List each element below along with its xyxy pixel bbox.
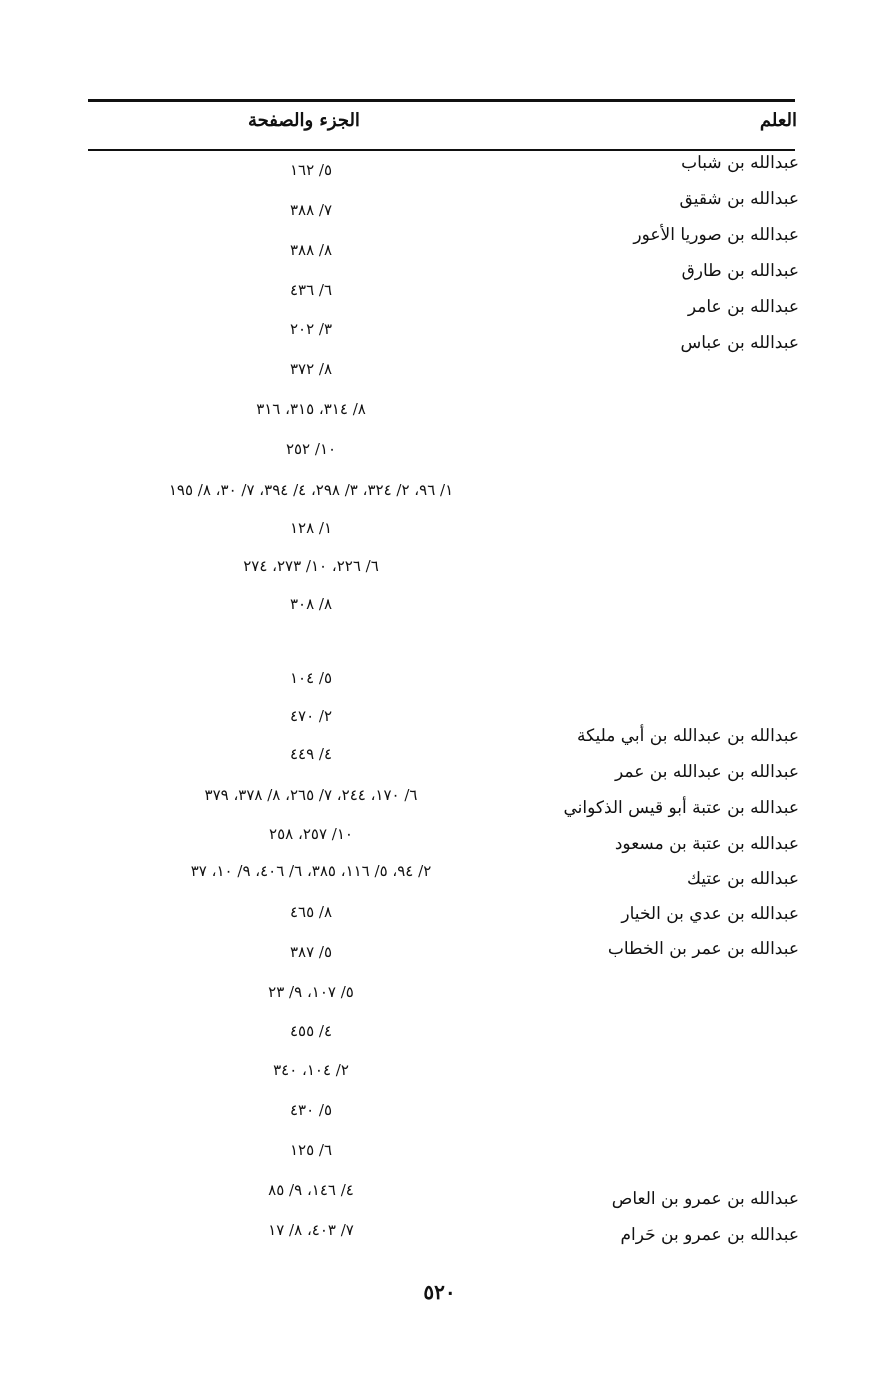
reference-entry: ٢/ ٤٧٠ — [289, 707, 333, 725]
name-entry: عبدالله بن عتيك — [686, 869, 799, 889]
reference-entry: ٥/ ١٦٢ — [289, 161, 333, 179]
name-entry: عبدالله بن عتبة بن مسعود — [614, 834, 799, 854]
reference-entry: ٨/ ٣٨٨ — [289, 241, 333, 259]
reference-entry: ١/ ١٢٨ — [289, 519, 333, 537]
reference-entry: ٦/ ٢٢٦، ١٠/ ٢٧٣، ٢٧٤ — [243, 557, 379, 575]
name-entry: عبدالله بن عمرو بن حَرام — [620, 1225, 799, 1245]
reference-entry: ٨/ ٣١٤، ٣١٥، ٣١٦ — [256, 400, 366, 418]
name-entry: عبدالله بن عامر — [687, 297, 799, 317]
reference-entry: ٢/ ١٠٤، ٣٤٠ — [273, 1061, 349, 1079]
reference-entry: ١٠/ ٢٥٢ — [285, 440, 337, 458]
reference-entry: ٦/ ٤٣٦ — [289, 281, 333, 299]
name-entry: عبدالله بن عدي بن الخيار — [621, 904, 799, 924]
header-name-column: العلم — [759, 110, 797, 131]
reference-entry: ٦/ ١٢٥ — [289, 1141, 333, 1159]
header-reference-column: الجزء والصفحة — [248, 110, 360, 131]
reference-entry: ٦/ ١٧٠، ٢٤٤، ٧/ ٢٦٥، ٨/ ٣٧٨، ٣٧٩ — [204, 786, 418, 804]
reference-entry: ٥/ ١٠٤ — [289, 669, 333, 687]
name-entry: عبدالله بن شباب — [681, 153, 799, 173]
reference-entry: ٤/ ٤٥٥ — [289, 1022, 333, 1040]
reference-entry: ٥/ ٤٣٠ — [289, 1101, 333, 1119]
reference-entry: ٨/ ٤٦٥ — [289, 903, 333, 921]
reference-entry: ٥/ ٣٨٧ — [289, 943, 333, 961]
reference-entry: ٧/ ٣٨٨ — [289, 201, 333, 219]
name-entry: عبدالله بن عبدالله بن أبي مليكة — [576, 726, 799, 746]
reference-entry: ١٠/ ٢٥٧، ٢٥٨ — [269, 825, 353, 843]
reference-entry: ٤/ ٤٤٩ — [289, 745, 333, 763]
page-number: ٥٢٠ — [423, 1280, 456, 1304]
reference-entry: ٤/ ١٤٦، ٩/ ٨٥ — [268, 1181, 354, 1199]
reference-entry: ٥/ ١٠٧، ٩/ ٢٣ — [268, 983, 354, 1001]
name-entry: عبدالله بن عبدالله بن عمر — [615, 762, 799, 782]
name-entry: عبدالله بن شقيق — [679, 189, 799, 209]
name-entry: عبدالله بن طارق — [681, 261, 799, 281]
name-entry: عبدالله بن عمرو بن العاص — [611, 1189, 799, 1209]
name-entry: عبدالله بن عباس — [680, 333, 799, 353]
reference-entry: ٧/ ٤٠٣، ٨/ ١٧ — [268, 1221, 354, 1239]
reference-entry: ٣/ ٢٠٢ — [289, 320, 333, 338]
reference-entry: ١/ ٩٦، ٢/ ٣٢٤، ٣/ ٢٩٨، ٤/ ٣٩٤، ٧/ ٣٠، ٨/ ١٩٥ — [168, 481, 454, 499]
name-entry: عبدالله بن صوريا الأعور — [633, 225, 799, 245]
reference-entry: ٢/ ٩٤، ٥/ ١١٦، ٣٨٥، ٦/ ٤٠٦، ٩/ ١٠، ٣٧ — [190, 862, 432, 880]
reference-entry: ٨/ ٣٠٨ — [289, 595, 333, 613]
reference-entry: ٨/ ٣٧٢ — [289, 360, 333, 378]
name-entry: عبدالله بن عتبة أبو قيس الذكواني — [563, 798, 799, 818]
name-entry: عبدالله بن عمر بن الخطاب — [607, 939, 799, 959]
